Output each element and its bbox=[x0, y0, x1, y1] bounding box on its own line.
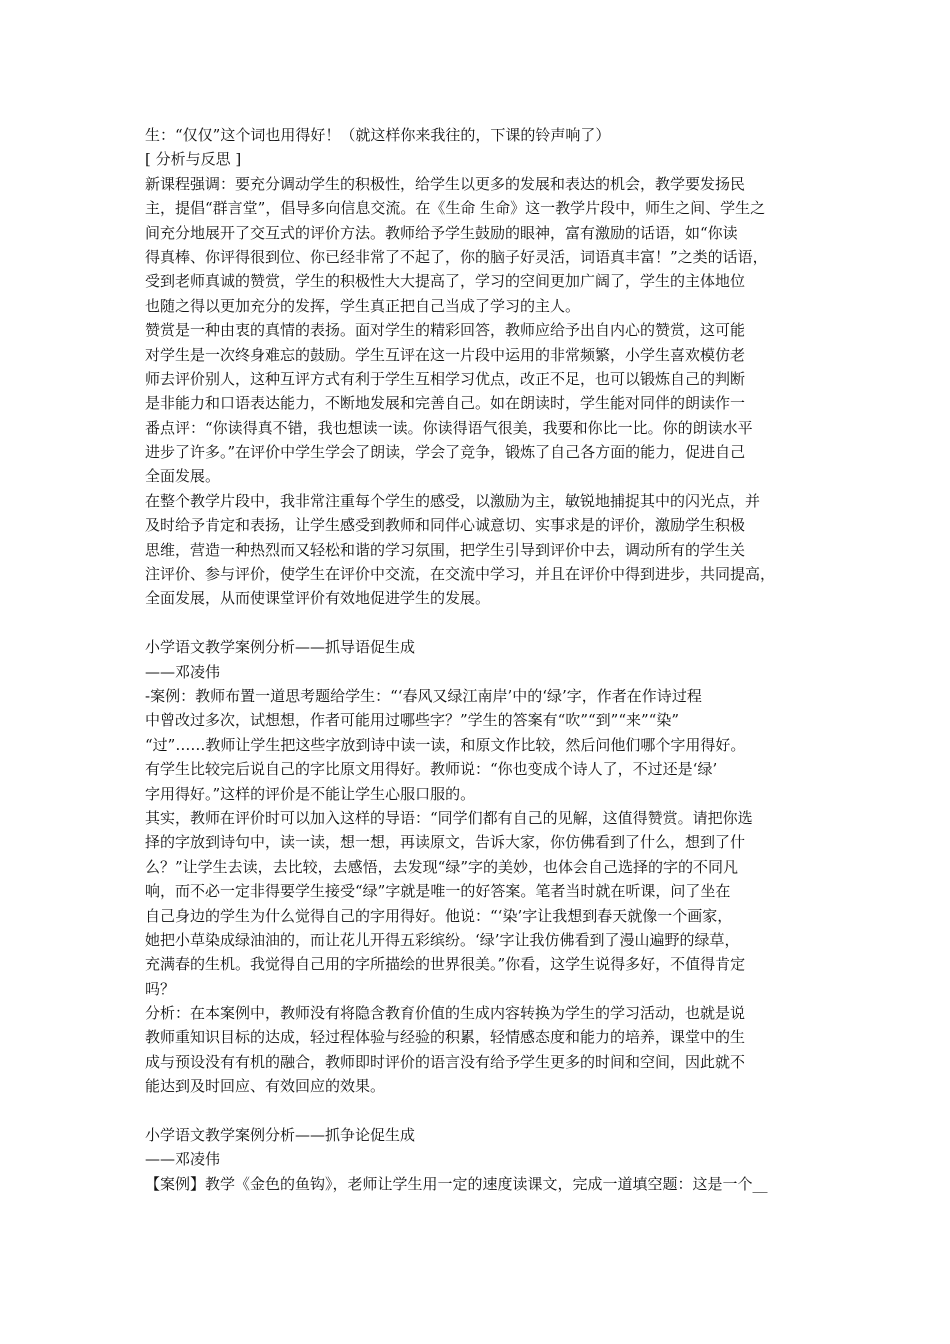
text-line: 思维，营造一种热烈而又轻松和谐的学习氛围，把学生引导到评价中去，调动所有的学生关 bbox=[145, 540, 746, 559]
text-line: 师去评价别人，这种互评方式有利于学生互相学习优点，改正不足，也可以锻炼自己的判断 bbox=[145, 369, 746, 388]
text-line: 【案例】教学《金色的鱼钩》，老师让学生用一定的速度读课文，完成一道填空题：这是一个__ bbox=[145, 1174, 768, 1193]
text-line: 主，提倡“群言堂”，倡导多向信息交流。在《生命 生命》这一教学片段中，师生之间、学生之 bbox=[145, 199, 766, 218]
text-line: 赞赏是一种由衷的真情的表扬。面对学生的精彩回答，教师应给予出自内心的赞赏，这可能 bbox=[145, 321, 746, 340]
text-line: 充满春的生机。我觉得自己用的字所描绘的世界很美。”你看，这学生说得多好，不值得肯定 bbox=[145, 955, 746, 974]
text-line: 番点评：“你读得真不错，我也想读一读。你读得语气很美，我要和你比一比。你的朗读水平 bbox=[145, 418, 753, 437]
text-line: 其实，教师在评价时可以加入这样的导语：“同学们都有自己的见解，这值得赞赏。请把你选 bbox=[145, 808, 753, 827]
text-line: 及时给予肯定和表扬，让学生感受到教师和同伴心诚意切、实事求是的评价，激励学生积极 bbox=[145, 516, 746, 535]
text-line: 中曾改过多次，试想想，作者可能用过哪些字？”学生的答案有“吹”“到”“来”“染” bbox=[145, 711, 680, 730]
text-line: 是非能力和口语表达能力，不断地发展和完善自己。如在朗读时，学生能对同伴的朗读作一 bbox=[145, 394, 746, 413]
text-line: 生：“仅仅”这个词也用得好！（就这样你来我往的，下课的铃声响了） bbox=[145, 126, 611, 144]
article-author: ——邓凌伟 bbox=[145, 1150, 221, 1169]
text-line: 新课程强调：要充分调动学生的积极性，给学生以更多的发展和表达的机会，教学要发扬民 bbox=[145, 174, 746, 193]
text-line: 在整个教学片段中，我非常注重每个学生的感受，以激励为主，敏锐地捕捉其中的闪光点，并 bbox=[145, 491, 761, 510]
section-heading: [ 分析与反思 ] bbox=[145, 150, 242, 169]
text-line: 全面发展。 bbox=[145, 467, 221, 486]
text-line: 全面发展，从而使课堂评价有效地促进学生的发展。 bbox=[145, 589, 491, 608]
text-line: 间充分地展开了交互式的评价方法。教师给予学生鼓励的眼神，富有激励的话语，如“你读 bbox=[145, 223, 738, 242]
text-line: 成与预设没有有机的融合，教师即时评价的语言没有给予学生更多的时间和空间，因此就不 bbox=[145, 1052, 746, 1071]
article-title: 小学语文教学案例分析——抓导语促生成 bbox=[145, 638, 416, 657]
text-line: 对学生是一次终身难忘的鼓励。学生互评在这一片段中运用的非常频繁，小学生喜欢模仿老 bbox=[145, 345, 746, 364]
text-line: 响，而不必一定非得要学生接受“绿”字就是唯一的好答案。笔者当时就在听课，问了坐在 bbox=[145, 882, 731, 901]
article-author: ——邓凌伟 bbox=[145, 662, 221, 681]
text-line: 进步了许多。”在评价中学生学会了朗读，学会了竞争，锻炼了自己各方面的能力，促进自己 bbox=[145, 443, 746, 462]
text-line: 有学生比较完后说自己的字比原文用得好。教师说：“你也变成个诗人了，不过还是‘绿’ bbox=[145, 760, 718, 779]
text-line: 教师重知识目标的达成，轻过程体验与经验的积累，轻情感态度和能力的培养，课堂中的生 bbox=[145, 1028, 746, 1047]
text-line: 也随之得以更加充分的发挥，学生真正把自己当成了学习的主人。 bbox=[145, 296, 581, 315]
blank-line bbox=[145, 1099, 815, 1123]
text-line: 注评价、参与评价，使学生在评价中交流，在交流中学习，并且在评价中得到进步，共同提高， bbox=[145, 565, 776, 584]
document-page bbox=[145, 123, 815, 1196]
article-title: 小学语文教学案例分析——抓争论促生成 bbox=[145, 1126, 416, 1145]
text-line: 择的字放到诗句中，读一读，想一想，再读原文，告诉大家，你仿佛看到了什么，想到了什 bbox=[145, 833, 746, 852]
text-line: 分析：在本案例中，教师没有将隐含教育价值的生成内容转换为学生的学习活动，也就是说 bbox=[145, 1004, 746, 1023]
text-line: “过”……教师让学生把这些字放到诗中读一读，和原文作比较，然后问他们哪个字用得好。 bbox=[145, 735, 746, 754]
text-line: 自己身边的学生为什么觉得自己的字用得好。他说：“‘染’字让我想到春天就像一个画家， bbox=[145, 906, 733, 925]
text-line: 么？”让学生去读，去比较，去感悟，去发现“绿”字的美妙，也体会自己选择的字的不同凡 bbox=[145, 857, 739, 876]
text-line: 能达到及时回应、有效回应的效果。 bbox=[145, 1077, 386, 1096]
text-line: 受到老师真诚的赞赏，学生的积极性大大提高了，学习的空间更加广阔了，学生的主体地位 bbox=[145, 272, 746, 291]
text-line: 得真棒、你评得很到位、你已经非常了不起了，你的脑子好灵活，词语真丰富！”之类的话语， bbox=[145, 247, 768, 266]
text-line: 她把小草染成绿油油的，而让花儿开得五彩缤纷。‘绿’字让我仿佛看到了漫山遍野的绿草， bbox=[145, 930, 740, 949]
text-line: 字用得好。”这样的评价是不能让学生心服口服的。 bbox=[145, 784, 476, 803]
text-line: -案例：教师布置一道思考题给学生：“‘春风又绿江南岸’中的‘绿’字，作者在作诗过程 bbox=[145, 686, 702, 705]
blank-line bbox=[145, 611, 815, 635]
text-line: 吗？ bbox=[145, 979, 176, 998]
